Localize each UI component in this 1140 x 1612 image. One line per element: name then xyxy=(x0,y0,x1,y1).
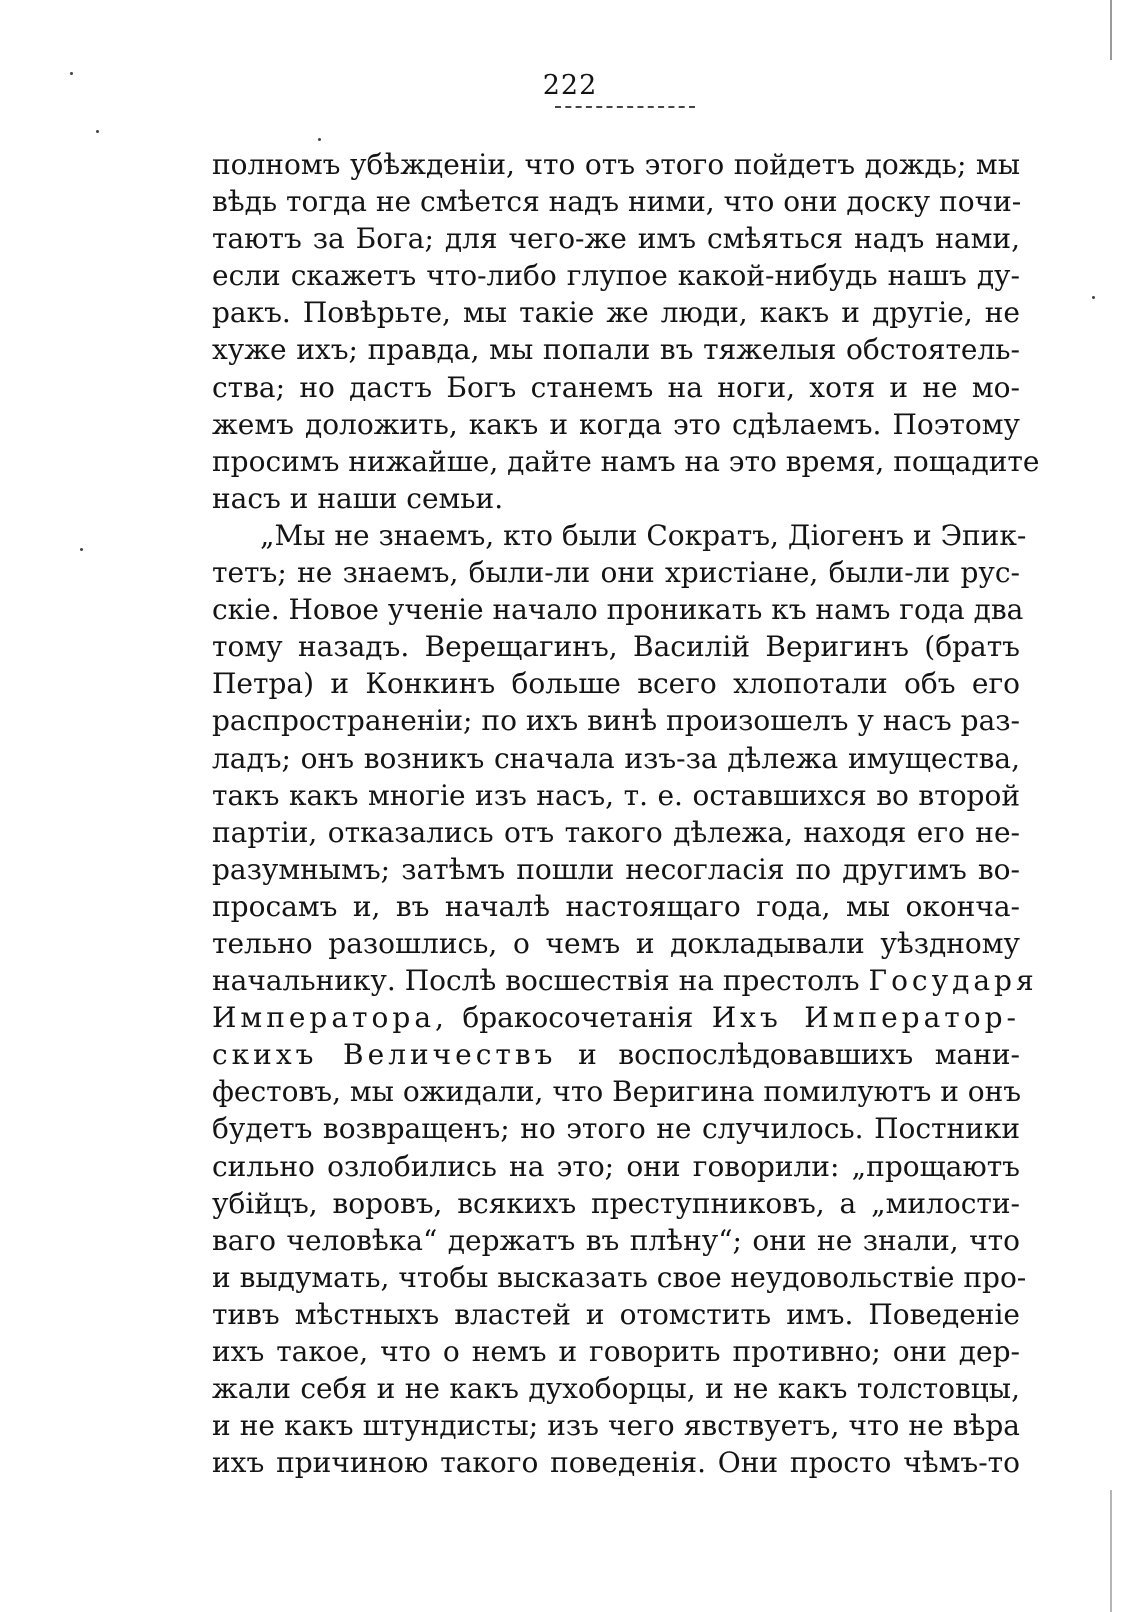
text-line-spaced xyxy=(212,1036,1020,1073)
text-line-paragraph-start: „Мы не знаемъ, кто были Сократъ, Діогенъ и Эпик- xyxy=(260,518,1027,552)
text-line: убійцъ, воровъ, всякихъ преступниковъ, а „милости- xyxy=(212,1186,1020,1220)
text-line: хуже ихъ; правда, мы попали въ тяжелыя обстоятель- xyxy=(212,333,1020,367)
text-line: ладъ; онъ возникъ сначала изъ-за дѣлежа имущества, xyxy=(212,741,1020,775)
scan-edge-line-top xyxy=(1110,0,1112,60)
text-line: ства; но дастъ Богъ станемъ на ноги, хотя и не мо- xyxy=(212,370,1020,404)
spaced-title-word: Государя xyxy=(868,964,1038,998)
text-line: и не какъ штундисты; изъ чего явствуетъ, что не вѣра xyxy=(212,1409,1020,1443)
text-line: скіе. Новое ученіе начало проникать къ намъ года два xyxy=(212,593,1024,627)
text-line: таютъ за Бога; для чего-же имъ смѣяться надъ нами, xyxy=(212,222,1020,256)
spaced-title-word: скихъ Величествъ xyxy=(212,1038,557,1072)
text-line: будетъ возвращенъ; но этого не случилось. Постники xyxy=(212,1112,1020,1146)
text-line: и выдумать, чтобы высказать свое неудовольствіе про- xyxy=(212,1260,1027,1294)
text-line: просамъ и, въ началѣ настоящаго года, мы оконча- xyxy=(212,889,1020,923)
text-line: тетъ; не знаемъ, были-ли они христіане, были-ли рус- xyxy=(212,556,1020,590)
text-line: тельно разошлись, о чемъ и докладывали уѣздному xyxy=(212,926,1020,960)
text-line: просимъ нижайше, дайте намъ на это время, пощадите xyxy=(212,444,1040,478)
text-line: ракъ. Повѣрьте, мы такіе же люди, какъ и другіе, не xyxy=(212,296,1020,330)
text-line: Петра) и Конкинъ больше всего хлопотали объ его xyxy=(212,667,1020,701)
text-line: полномъ убѣжденіи, что отъ этого пойдетъ дождь; мы xyxy=(212,148,1020,181)
text-line: жали себя и не какъ духоборцы, и не какъ толстовцы, xyxy=(212,1372,1020,1406)
text-line: партіи, отказались отъ такого дѣлежа, находя его не- xyxy=(212,815,1020,849)
text-line: ихъ такое, что о немъ и говорить противно; они дер- xyxy=(212,1335,1020,1368)
text-line: фестовъ, мы ожидали, что Веригина помилуютъ и онъ xyxy=(212,1075,1022,1109)
text-line: тому назадъ. Верещагинъ, Василій Веригинъ (братъ xyxy=(212,630,1020,664)
header-rule xyxy=(555,106,695,108)
page-number: 222 xyxy=(542,70,598,101)
scan-speck xyxy=(80,548,83,551)
text-line: тивъ мѣстныхъ властей и отомстить имъ. Поведеніе xyxy=(212,1297,1020,1331)
text-run: начальнику. Послѣ восшествія на престолъ xyxy=(212,964,869,998)
text-line: распространеніи; по ихъ винѣ произошелъ у насъ раз- xyxy=(212,704,1020,738)
text-line-paragraph-end: насъ и наши семьи. xyxy=(212,481,504,515)
text-line: сильно озлобились на это; они говорили: „прощаютъ xyxy=(212,1149,1020,1183)
text-line-spaced xyxy=(212,999,1020,1036)
text-line: ваго человѣка“ держатъ въ плѣну“; они не знали, что xyxy=(212,1223,1020,1257)
text-run: , бракосочетанія xyxy=(435,1001,712,1035)
body-text xyxy=(212,146,1040,1481)
scan-speck xyxy=(318,138,321,141)
scan-speck xyxy=(96,130,99,133)
spaced-title-word: Ихъ Император- xyxy=(711,1001,1021,1035)
text-line: жемъ доложить, какъ и когда это сдѣлаемъ. Поэтому xyxy=(212,407,1020,441)
text-line: если скажетъ что-либо глупое какой-нибудь нашъ ду- xyxy=(212,259,1020,293)
text-line: ихъ причиною такого поведенія. Они просто чѣмъ-то xyxy=(212,1446,1020,1480)
scan-speck xyxy=(1092,296,1095,299)
text-line: разумнымъ; затѣмъ пошли несогласія по другимъ во- xyxy=(212,852,1020,886)
text-line: такъ какъ многіе изъ насъ, т. е. оставшихся во второй xyxy=(212,778,1020,812)
spaced-title-word: Императора xyxy=(212,1001,436,1035)
text-run: и воспослѣдовавшихъ мани- xyxy=(556,1038,1020,1072)
text-line-spaced xyxy=(212,962,1038,999)
text-line: вѣдь тогда не смѣется надъ ними, что они доску почи- xyxy=(212,185,1022,219)
scan-edge-line-bottom xyxy=(1110,1490,1112,1612)
